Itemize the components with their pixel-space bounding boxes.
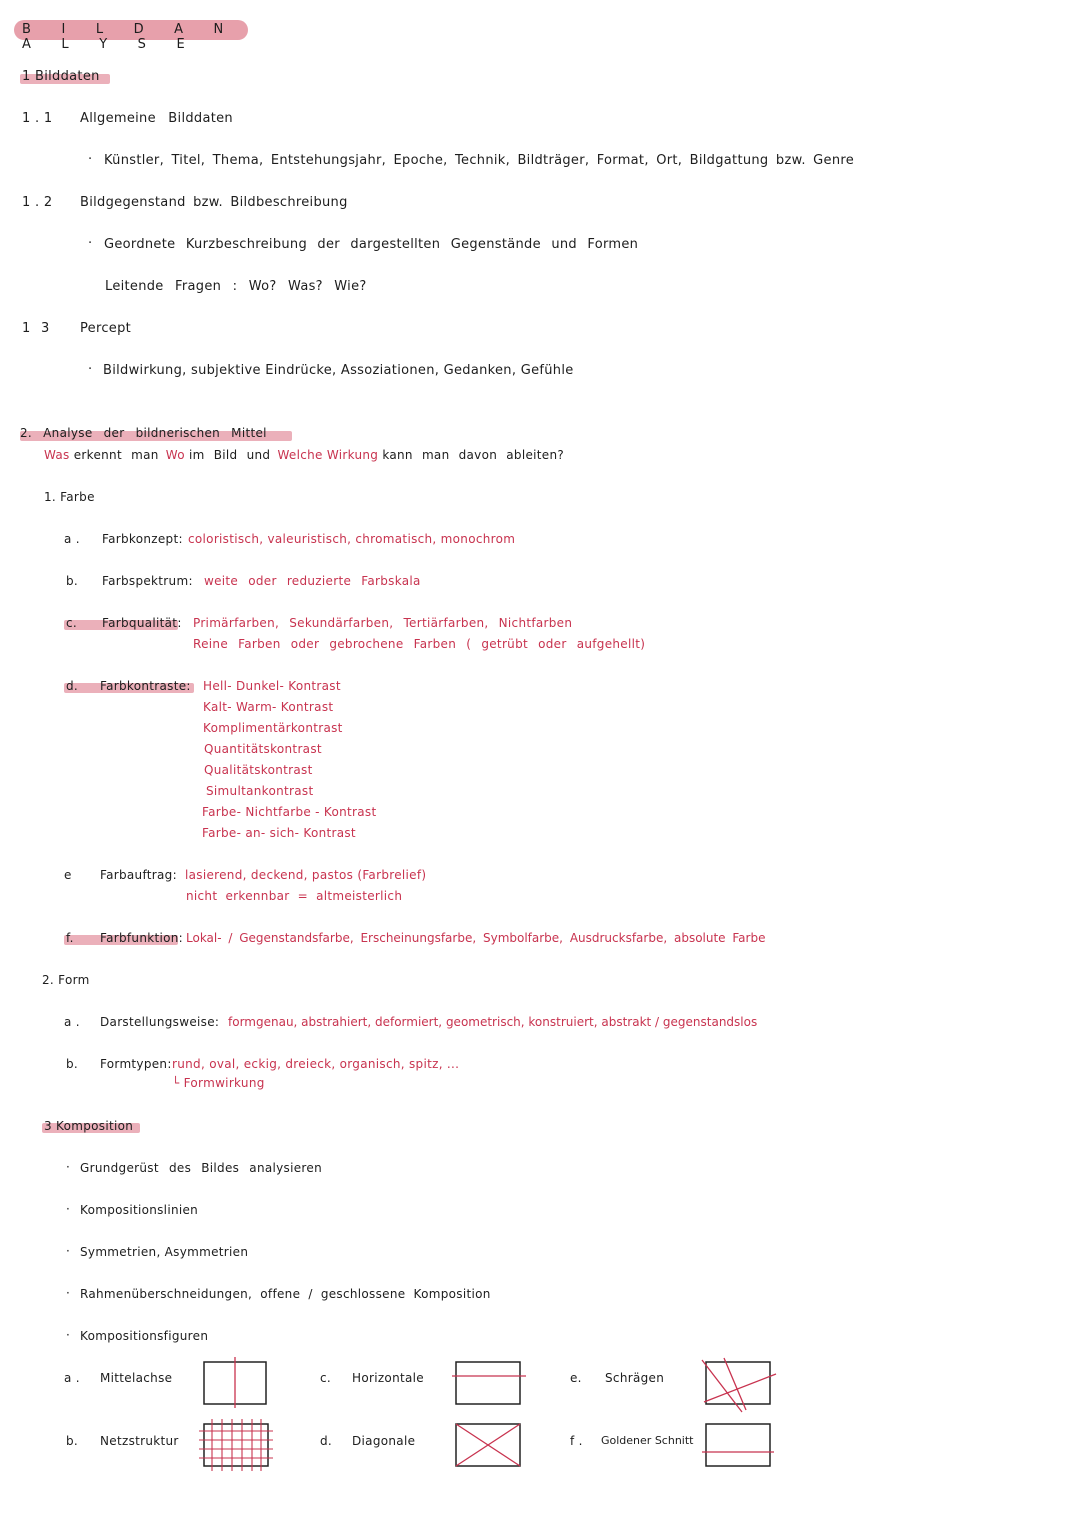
mittelachse-figure xyxy=(200,1356,272,1408)
farbe-c-letter: c. xyxy=(66,616,78,630)
farbe-e-letter: e xyxy=(64,868,72,882)
page-title: B I L D A N A L Y S E xyxy=(22,22,237,52)
section-1-3-number: 1 3 xyxy=(22,321,50,336)
figure-c-letter: c. xyxy=(320,1371,332,1385)
section-2-question: Was erkennt man Wo im Bild und Welche Wirkung kann man davon ableiten? xyxy=(44,448,565,462)
farbe-title: 1. Farbe xyxy=(44,490,95,504)
farbe-d-label: Farbkontraste: xyxy=(100,679,191,693)
farbe-e-label: Farbauftrag: xyxy=(100,868,177,882)
farbe-d-item: Quantitätskontrast xyxy=(204,742,322,756)
bullet-icon: · xyxy=(66,1160,71,1174)
section-1-3-bullet: Bildwirkung, subjektive Eindrücke, Assoziationen, Gedanken, Gefühle xyxy=(103,363,574,378)
section-2-title: 2. Analyse der bildnerischen Mittel xyxy=(20,426,267,440)
form-b-value: rund, oval, eckig, dreieck, organisch, spitz, ... xyxy=(172,1057,460,1071)
figure-e-label: Schrägen xyxy=(605,1371,665,1385)
farbe-f-label: Farbfunktion: xyxy=(100,931,184,945)
komposition-bullet: Rahmenüberschneidungen, offene / geschlossene Komposition xyxy=(80,1287,491,1301)
form-title: 2. Form xyxy=(42,973,90,987)
farbe-d-item: Hell- Dunkel- Kontrast xyxy=(203,679,341,693)
figure-d-label: Diagonale xyxy=(352,1434,416,1448)
bullet-icon: · xyxy=(88,362,93,377)
bullet-icon: · xyxy=(88,152,93,167)
section-1-title: 1 Bilddaten xyxy=(22,69,100,84)
figure-b-letter: b. xyxy=(66,1434,79,1448)
figure-f-label: Goldener Schnitt xyxy=(601,1434,694,1447)
komposition-title: 3 Komposition xyxy=(44,1119,134,1133)
farbe-b-letter: b. xyxy=(66,574,79,588)
komposition-bullet: Kompositionslinien xyxy=(80,1203,199,1217)
farbe-b-value: weite oder reduzierte Farbskala xyxy=(204,574,421,588)
horizontale-figure xyxy=(452,1356,528,1408)
farbe-d-item: Qualitätskontrast xyxy=(204,763,313,777)
farbe-d-item: Simultankontrast xyxy=(206,784,314,798)
form-a-value: formgenau, abstrahiert, deformiert, geometrisch, konstruiert, abstrakt / gegenstandslos xyxy=(228,1015,758,1029)
farbe-e-value-2: nicht erkennbar = altmeisterlich xyxy=(186,889,403,903)
figure-d-letter: d. xyxy=(320,1434,333,1448)
figure-b-label: Netzstruktur xyxy=(100,1434,179,1448)
farbe-c-value-1: Primärfarben, Sekundärfarben, Tertiärfarben, Nichtfarben xyxy=(193,616,573,630)
section-1-1-number: 1 . 1 xyxy=(22,111,53,126)
bullet-icon: · xyxy=(66,1286,71,1300)
farbe-d-letter: d. xyxy=(66,679,79,693)
komposition-bullet: Grundgerüst des Bildes analysieren xyxy=(80,1161,322,1175)
farbe-a-value: coloristisch, valeuristisch, chromatisch, monochrom xyxy=(188,532,516,546)
section-1-2-label: Bildgegenstand bzw. Bildbeschreibung xyxy=(80,195,348,210)
figure-c-label: Horizontale xyxy=(352,1371,424,1385)
komposition-bullet: Kompositionsfiguren xyxy=(80,1329,209,1343)
schraegen-figure xyxy=(702,1356,778,1412)
farbe-a-letter: a . xyxy=(64,532,80,546)
figure-f-letter: f . xyxy=(570,1434,583,1448)
bullet-icon: · xyxy=(88,236,93,251)
farbe-d-item: Farbe- an- sich- Kontrast xyxy=(202,826,356,840)
komposition-bullet: Symmetrien, Asymmetrien xyxy=(80,1245,249,1259)
netzstruktur-figure xyxy=(198,1418,274,1472)
goldener-schnitt-figure xyxy=(702,1418,776,1472)
farbe-b-label: Farbspektrum: xyxy=(102,574,193,588)
figure-e-letter: e. xyxy=(570,1371,582,1385)
farbe-a-label: Farbkonzept: xyxy=(102,532,183,546)
section-1-3-label: Percept xyxy=(80,321,132,336)
farbe-c-label: Farbqualität: xyxy=(102,616,182,630)
section-1-2-questions: Leitende Fragen : Wo? Was? Wie? xyxy=(105,279,367,294)
section-1-1-label: Allgemeine Bilddaten xyxy=(80,111,233,126)
figure-a-label: Mittelachse xyxy=(100,1371,173,1385)
bullet-icon: · xyxy=(66,1244,71,1258)
bullet-icon: · xyxy=(66,1202,71,1216)
bullet-icon: · xyxy=(66,1328,71,1342)
form-a-label: Darstellungsweise: xyxy=(100,1015,220,1029)
section-1-2-bullet: Geordnete Kurzbeschreibung der dargestellten Gegenstände und Formen xyxy=(104,237,639,252)
section-1-2-number: 1 . 2 xyxy=(22,195,53,210)
diagonale-figure xyxy=(452,1418,524,1472)
farbe-d-item: Farbe- Nichtfarbe - Kontrast xyxy=(202,805,377,819)
farbe-f-letter: f. xyxy=(66,931,74,945)
page-title-pill xyxy=(14,20,248,52)
section-1-1-bullet: Künstler, Titel, Thema, Entstehungsjahr, Epoche, Technik, Bildträger, Format, Ort, Bildgattung bzw. Genre xyxy=(104,153,855,168)
farbe-d-item: Komplimentärkontrast xyxy=(203,721,343,735)
form-b-sub: └ Formwirkung xyxy=(172,1076,265,1090)
form-b-label: Formtypen: xyxy=(100,1057,172,1071)
farbe-e-value-1: lasierend, deckend, pastos (Farbrelief) xyxy=(185,868,427,882)
farbe-c-value-2: Reine Farben oder gebrochene Farben ( getrübt oder aufgehellt) xyxy=(193,637,646,651)
figure-a-letter: a . xyxy=(64,1371,80,1385)
farbe-d-item: Kalt- Warm- Kontrast xyxy=(203,700,334,714)
farbe-f-value: Lokal- / Gegenstandsfarbe, Erscheinungsfarbe, Symbolfarbe, Ausdrucksfarbe, absolute Farbe xyxy=(186,931,766,945)
form-b-letter: b. xyxy=(66,1057,79,1071)
form-a-letter: a . xyxy=(64,1015,80,1029)
